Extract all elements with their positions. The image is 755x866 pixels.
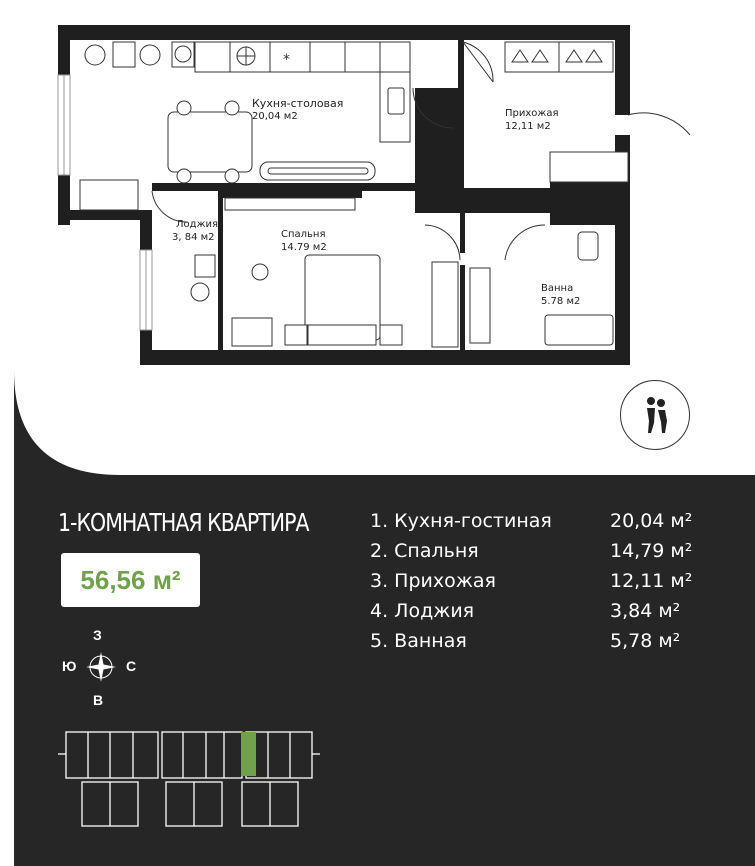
room-area: 3,84 м² <box>610 600 681 622</box>
kitchen-area-label: 20,04 м2 <box>252 111 298 122</box>
bench <box>80 180 138 210</box>
room-area: 20,04 м² <box>610 510 693 532</box>
highlighted-apartment <box>241 732 256 776</box>
bedroom-wardrobe <box>432 262 458 347</box>
dining-table <box>168 101 252 183</box>
bedroom-area-label: 14.79 м2 <box>281 242 327 253</box>
bed <box>285 255 402 345</box>
total-area-badge <box>61 553 200 607</box>
room-name: 4. Лоджия <box>370 600 475 622</box>
room-name: 5. Ванная <box>370 630 467 652</box>
bedroom-label: Спальня <box>281 229 326 240</box>
room-name: 2. Спальня <box>370 540 479 562</box>
loggia-area-label: 3, 84 м2 <box>172 232 215 243</box>
room-row <box>370 630 710 660</box>
room-area: 14,79 м² <box>610 540 693 562</box>
compass-rose-icon <box>84 650 118 684</box>
room-name: 1. Кухня-гостиная <box>370 510 552 532</box>
room-name: 3. Прихожая <box>370 570 496 592</box>
room-area: 12,11 м² <box>610 570 693 592</box>
laundry-appliances <box>85 42 194 67</box>
hall-area-label: 12,11 м2 <box>505 121 551 132</box>
room-row <box>370 570 710 600</box>
compass-north-label: З <box>93 627 102 643</box>
bath-area-label: 5.78 м2 <box>541 296 581 307</box>
compass-east-label: С <box>126 658 137 674</box>
room-row <box>370 540 710 570</box>
walking-people-icon <box>620 380 690 450</box>
compass-west-label: Ю <box>62 658 77 674</box>
room-area: 5,78 м² <box>610 630 681 652</box>
svg-text:*: * <box>283 52 290 68</box>
bedroom-shelf <box>225 198 355 210</box>
sofa <box>260 162 375 180</box>
hall-label: Прихожая <box>505 108 559 119</box>
bath-label: Ванна <box>541 283 574 294</box>
total-area-value: 56,56 м² <box>80 565 181 595</box>
room-row <box>370 510 710 540</box>
desk <box>232 318 272 346</box>
loggia-label: Лоджия <box>176 219 219 230</box>
hall-cabinet <box>550 152 628 182</box>
loggia-table <box>195 255 215 277</box>
compass-south-label: В <box>93 692 104 708</box>
kitchen-label: Кухня-столовая <box>252 97 344 110</box>
bedroom-chair <box>252 264 268 280</box>
room-row <box>370 600 710 630</box>
loggia-chair <box>191 283 209 301</box>
apartment-title: 1-КОМНАТНАЯ КВАРТИРА <box>58 508 309 537</box>
plant-icon <box>237 47 255 65</box>
floor-key-plan <box>58 724 320 832</box>
wardrobe <box>505 42 613 72</box>
